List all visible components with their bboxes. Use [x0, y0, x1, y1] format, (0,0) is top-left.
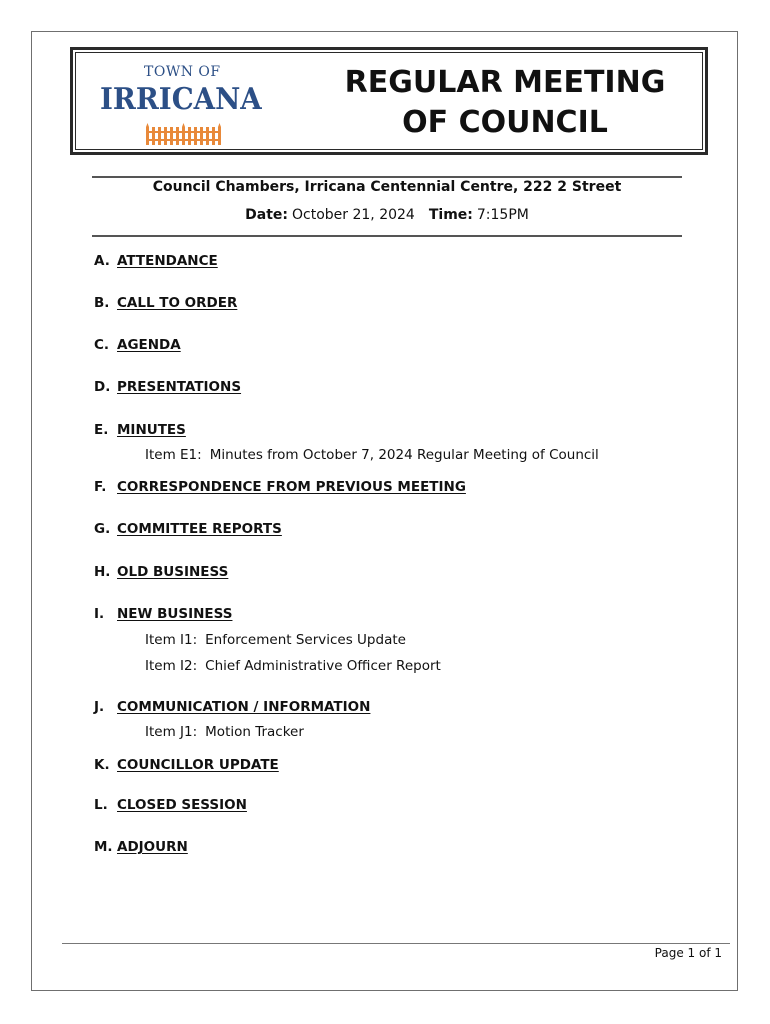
- agenda-label: NEW BUSINESS: [117, 606, 233, 622]
- agenda-item-committee-reports: [94, 521, 282, 537]
- agenda-subitem: [145, 447, 599, 463]
- agenda-item-agenda: [94, 337, 181, 353]
- agenda-item-old-business: [94, 564, 228, 580]
- agenda-label: COMMITTEE REPORTS: [117, 521, 282, 537]
- agenda-subitem: [145, 724, 304, 740]
- agenda-item-attendance: [94, 253, 218, 269]
- agenda-item-communication: [94, 699, 370, 715]
- subitem-code: Item I2:: [145, 658, 198, 674]
- agenda-letter: G.: [94, 521, 111, 537]
- subitem-text: Minutes from October 7, 2024 Regular Meeting of Council: [209, 447, 599, 463]
- title-line-2: OF COUNCIL: [402, 105, 608, 140]
- meeting-date-time: [92, 207, 682, 223]
- subitem-text: Chief Administrative Officer Report: [205, 658, 441, 674]
- agenda-letter: J.: [94, 699, 105, 715]
- agenda-label: COMMUNICATION / INFORMATION: [117, 699, 371, 715]
- subitem-text: Motion Tracker: [205, 724, 304, 740]
- agenda-letter: H.: [94, 564, 111, 580]
- agenda-letter: E.: [94, 422, 109, 438]
- agenda-label: AGENDA: [117, 337, 181, 353]
- subitem-code: Item J1:: [145, 724, 198, 740]
- agenda-subitem: [145, 658, 441, 674]
- subitem-code: Item E1:: [145, 447, 202, 463]
- agenda-label: PRESENTATIONS: [117, 379, 242, 395]
- agenda-label: ATTENDANCE: [117, 253, 218, 269]
- page-number: Page 1 of 1: [654, 946, 722, 960]
- agenda-item-call-to-order: [94, 295, 237, 311]
- date-label: Date:: [245, 207, 289, 223]
- page-title: [320, 63, 690, 143]
- agenda-label: ADJOURN: [117, 839, 188, 855]
- agenda-letter: K.: [94, 757, 110, 773]
- date-value: October 21, 2024: [292, 207, 415, 223]
- agenda-item-minutes: [94, 422, 186, 438]
- agenda-item-presentations: [94, 379, 241, 395]
- meeting-location: Council Chambers, Irricana Centennial Centre, 222 2 Street: [152, 179, 622, 195]
- subitem-code: Item I1:: [145, 632, 198, 648]
- agenda-subitem: [145, 632, 406, 648]
- agenda-letter: I.: [94, 606, 105, 622]
- agenda-letter: M.: [94, 839, 113, 855]
- subitem-text: Enforcement Services Update: [205, 632, 406, 648]
- agenda-label: CALL TO ORDER: [117, 295, 238, 311]
- time-value: 7:15PM: [476, 207, 529, 223]
- logo-town-name: IRRICANA: [100, 82, 262, 117]
- agenda-item-councillor-update: [94, 757, 279, 773]
- agenda-letter: D.: [94, 379, 111, 395]
- town-logo: [100, 62, 270, 148]
- fence-icon: [146, 123, 222, 145]
- agenda-item-new-business: [94, 606, 232, 622]
- title-line-1: REGULAR MEETING: [344, 65, 666, 100]
- logo-town-of: TOWN OF: [144, 64, 221, 80]
- agenda-label: MINUTES: [117, 422, 186, 438]
- time-label: Time:: [428, 207, 473, 223]
- agenda-letter: B.: [94, 295, 110, 311]
- divider: [92, 235, 682, 237]
- agenda-letter: A.: [94, 253, 110, 269]
- footer-divider: [62, 943, 730, 944]
- agenda-label: CORRESPONDENCE FROM PREVIOUS MEETING: [117, 479, 466, 495]
- agenda-label: CLOSED SESSION: [117, 797, 247, 813]
- agenda-letter: F.: [94, 479, 107, 495]
- agenda-item-correspondence: [94, 479, 466, 495]
- agenda-item-closed-session: [94, 797, 247, 813]
- agenda-letter: L.: [94, 797, 108, 813]
- agenda-item-adjourn: [94, 839, 188, 855]
- divider: [92, 176, 682, 178]
- agenda-letter: C.: [94, 337, 110, 353]
- agenda-label: COUNCILLOR UPDATE: [117, 757, 279, 773]
- agenda-label: OLD BUSINESS: [117, 564, 229, 580]
